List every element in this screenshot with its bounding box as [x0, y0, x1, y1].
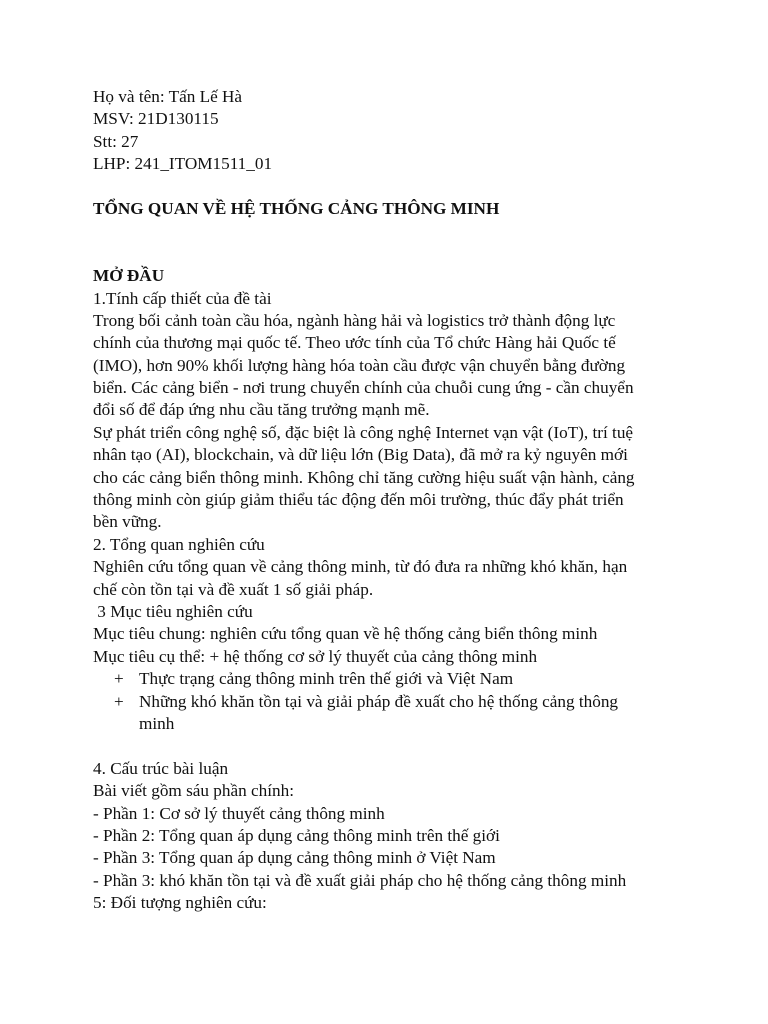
student-number: Stt: 27 — [93, 131, 139, 151]
paragraph-line: cho các cảng biển thông minh. Không chỉ tăng cường hiệu suất vận hành, cảng — [93, 467, 635, 487]
section-4-heading: 4. Cấu trúc bài luận — [93, 758, 229, 778]
list-item-text: Những khó khăn tồn tại và giải pháp đề xuất cho hệ thống cảng thông — [139, 691, 619, 711]
spacer — [93, 176, 693, 198]
list-item-continuation: minh — [139, 713, 175, 733]
student-info — [93, 86, 693, 176]
bullet-marker: + — [114, 691, 124, 711]
section-5-heading: 5: Đối tượng nghiên cứu: — [93, 893, 267, 913]
paragraph-line: đổi số để đáp ứng nhu cầu tăng trưởng mạnh mẽ. — [93, 400, 430, 420]
list-item-text: Thực trạng cảng thông minh trên thế giới và Việt Nam — [139, 669, 514, 689]
section-2-heading: 2. Tổng quan nghiên cứu — [93, 534, 265, 554]
general-objective: Mục tiêu chung: nghiên cứu tổng quan về hệ thống cảng biển thông minh — [93, 624, 598, 644]
student-id: MSV: 21D130115 — [93, 109, 219, 129]
section-1-heading: 1.Tính cấp thiết của đề tài — [93, 288, 272, 308]
paragraph-line: Sự phát triển công nghệ số, đặc biệt là công nghệ Internet vạn vật (IoT), trí tuệ — [93, 422, 634, 442]
paragraph-line: bền vững. — [93, 512, 162, 532]
structure-part: - Phần 1: Cơ sở lý thuyết cảng thông minh — [93, 803, 385, 823]
paragraph-line: chế còn tồn tại và đề xuất 1 số giải pháp. — [93, 579, 374, 599]
paragraph-line: thông minh còn giúp giảm thiểu tác động đến môi trường, thúc đẩy phát triển — [93, 490, 624, 510]
bullet-marker: + — [114, 669, 124, 689]
specific-objective: Mục tiêu cụ thể: + hệ thống cơ sở lý thuyết của cảng thông minh — [93, 646, 538, 666]
paragraph-line: Trong bối cảnh toàn cầu hóa, ngành hàng hải và logistics trở thành động lực — [93, 310, 616, 330]
paragraph-line: chính của thương mại quốc tế. Theo ước tính của Tổ chức Hàng hải Quốc tế — [93, 333, 616, 353]
paragraph-line: (IMO), hơn 90% khối lượng hàng hóa toàn cầu được vận chuyển bằng đường — [93, 355, 626, 375]
intro-heading: MỞ ĐẦU — [93, 266, 165, 286]
structure-part: - Phần 3: khó khăn tồn tại và đề xuất giải pháp cho hệ thống cảng thông minh — [93, 870, 627, 890]
paragraph-line: Nghiên cứu tổng quan về cảng thông minh, từ đó đưa ra những khó khăn, hạn — [93, 557, 628, 577]
section-1-paragraph-1 — [93, 310, 693, 422]
structure-part: - Phần 2: Tổng quan áp dụng cảng thông minh trên thế giới — [93, 825, 500, 845]
student-name: Họ và tên: Tấn Lế Hà — [93, 87, 243, 106]
document-title: TỔNG QUAN VỀ HỆ THỐNG CẢNG THÔNG MINH — [93, 198, 500, 218]
objective-list — [93, 668, 693, 735]
section-2-paragraph — [93, 556, 693, 601]
spacer — [93, 735, 693, 757]
structure-intro: Bài viết gồm sáu phần chính: — [93, 781, 294, 801]
paragraph-line: biển. Các cảng biển - nơi trung chuyển chính của chuỗi cung ứng - cần chuyển — [93, 378, 634, 398]
document-page — [93, 86, 693, 914]
section-3-heading: 3 Mục tiêu nghiên cứu — [93, 602, 253, 621]
class-code: LHP: 241_ITOM1511_01 — [93, 154, 273, 174]
list-item — [93, 668, 693, 690]
structure-list — [93, 803, 693, 893]
section-1-paragraph-2 — [93, 422, 693, 534]
list-item — [93, 691, 693, 713]
spacer — [93, 220, 693, 265]
structure-part: - Phần 3: Tổng quan áp dụng cảng thông minh ở Việt Nam — [93, 848, 496, 868]
paragraph-line: nhân tạo (AI), blockchain, và dữ liệu lớn (Big Data), đã mở ra kỷ nguyên mới — [93, 445, 628, 465]
